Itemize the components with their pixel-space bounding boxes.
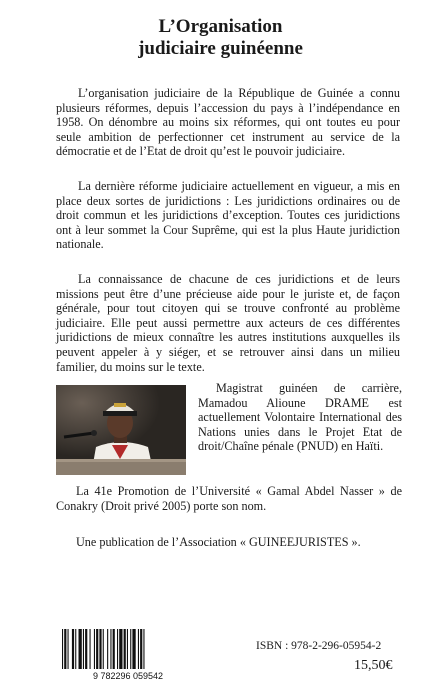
paragraph-1: L’organisation judiciaire de la République de Guinée a connu plusieurs réformes, depuis l’accession du pays à l’indépendance en 1958. On dénombre au moins six réformes, qui ont toutes eu pour seule ambition de perfectionner cet instrument au service de la démocratie et de l’Etat de droit qu’est le pouvoir judiciaire.: [56, 86, 400, 159]
title-line-2: judiciaire guinéenne: [138, 38, 303, 59]
author-photo: [56, 385, 186, 475]
promotion-note: [56, 484, 402, 513]
publication-note: Une publication de l’Association « GUINEEJURISTES ».: [76, 535, 361, 549]
isbn-barcode: [58, 627, 198, 681]
paragraph-3: La connaissance de chacune de ces juridictions et de leurs missions peut être d’une précieuse aide pour le juriste et, de façon générale, pour tout citoyen qui se trouve confronté au problème judiciaire. Elle peut aussi permettre aux acteurs de ces différentes juridictions de mieux connaître les autres institutions auxquelles ils peuvent appeler à y siéger, et se retrouver ainsi dans un milieu familier, du moins sur le texte.: [56, 271, 400, 374]
author-bio: Magistrat guinéen de carrière, Mamadou Alioune DRAME est actuellement Volontaire International des Nations unies dans le Projet Etat de droit/Chaîne pénale (PNUD) en Haïti.: [198, 381, 402, 454]
promotion-text: La 41e Promotion de l’Université « Gamal Abdel Nasser » de Conakry (Droit privé 2005) porte son nom.: [56, 484, 402, 513]
barcode-digits: 9 782296 059542: [92, 671, 164, 681]
isbn-number: ISBN : 978-2-296-05954-2: [256, 640, 382, 652]
title-line-1: L’Organisation: [158, 16, 283, 37]
barcode-icon: [58, 627, 198, 681]
price: 15,50€: [354, 658, 393, 673]
book-title: [0, 16, 441, 60]
author-photo-illustration: [56, 385, 186, 475]
summary-text: [56, 86, 400, 394]
paragraph-2: La dernière réforme judiciaire actuellement en vigueur, a mis en place deux sortes de juridictions : Les juridictions ordinaires ou de droit commun et les juridictions d’exception. Toutes ces juridictions ont à leur sommet la Cour Suprême, qui est la plus Haute juridiction nationale.: [56, 178, 400, 252]
